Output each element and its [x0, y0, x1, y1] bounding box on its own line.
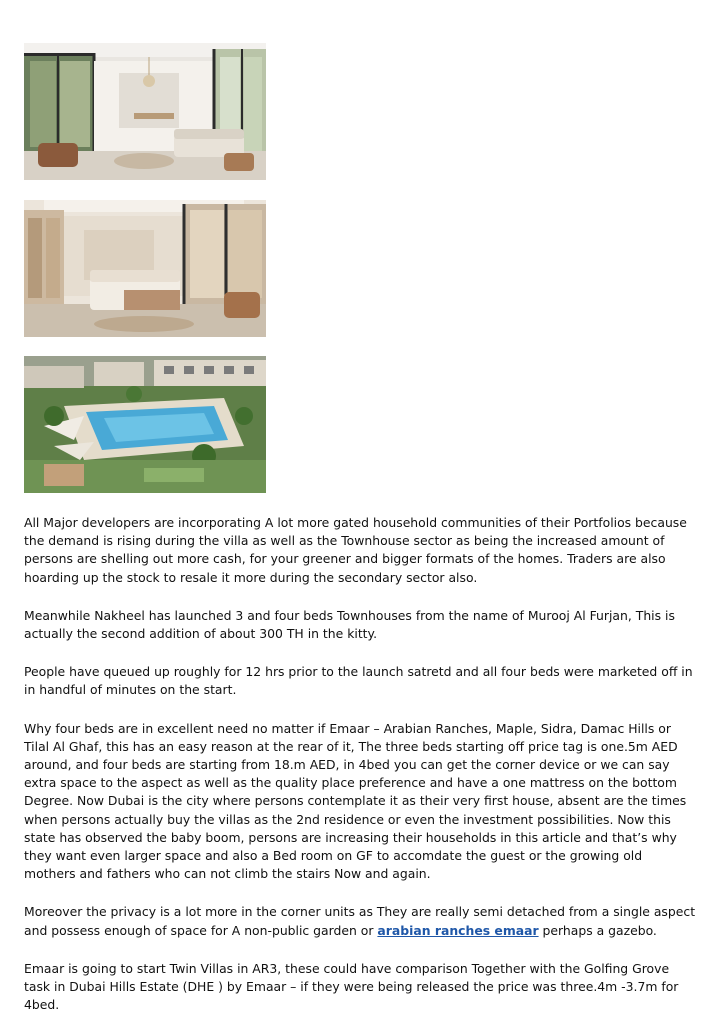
pool-community-photo — [24, 356, 266, 493]
bedroom-photo — [24, 200, 266, 337]
arabian-ranches-link[interactable]: arabian ranches emaar — [377, 922, 539, 938]
living-room-photo — [24, 43, 266, 180]
paragraph: Emaar is going to start Twin Villas in AR3, these could have comparison Together with the Golfing Grove task in Dubai Hills Estate (DHE ) by Emaar – if they were being released the price was three.4m -3.7m for 4bed. — [24, 960, 679, 1013]
paragraph: Why four beds are in excellent need no matter if Emaar – Arabian Ranches, Maple, Sidra, Damac Hills or Tilal Al Ghaf, this has an easy reason at the rear of it, The three beds starting off price tag is one.5m AED around, and four beds are starting from 18.m AED, in 4bed you can get the corner device or we can say extra space to the aspect as well as the quality place preference and have a one mattress on the bottom Degree. Now Dubai is the city where persons contemplate it as their very first house, absent are the times when persons actually buy the villas as the 2nd residence or even the investment possibilities. Now this state has observed the baby boom, persons are increasing their households in this article and that’s why they want even larger space and also a Bed room on GF to accomdate the guest or the growing old mothers and fathers who can not climb the stairs Now and again. — [24, 720, 687, 882]
paragraph: Meanwhile Nakheel has launched 3 and four beds Townhouses from the name of Murooj Al Furjan, This is actually the second addition of about 300 TH in the kitty. — [24, 607, 675, 642]
paragraph-text: Moreover the privacy is a lot more in the corner units as They are really semi detached from a single aspect and possess enough of space for A non-public garden or — [24, 904, 696, 938]
paragraph: People have queued up roughly for 12 hrs prior to the launch satretd and all four beds were marketed off in in handful of minutes on the start. — [24, 664, 693, 698]
paragraph: All Major developers are incorporating A lot more gated household communities of their Portfolios because the demand is rising during the villa as well as the Townhouse sector as being the increased amount of persons are shelling out more cash, for your greener and bigger formats of the homes. Traders are also hoarding up the stock to resale it more during the secondary sector also. — [24, 515, 687, 585]
paragraph — [24, 903, 696, 939]
paragraph-text: perhaps a gazebo. — [538, 922, 657, 938]
article-body — [24, 514, 696, 1034]
